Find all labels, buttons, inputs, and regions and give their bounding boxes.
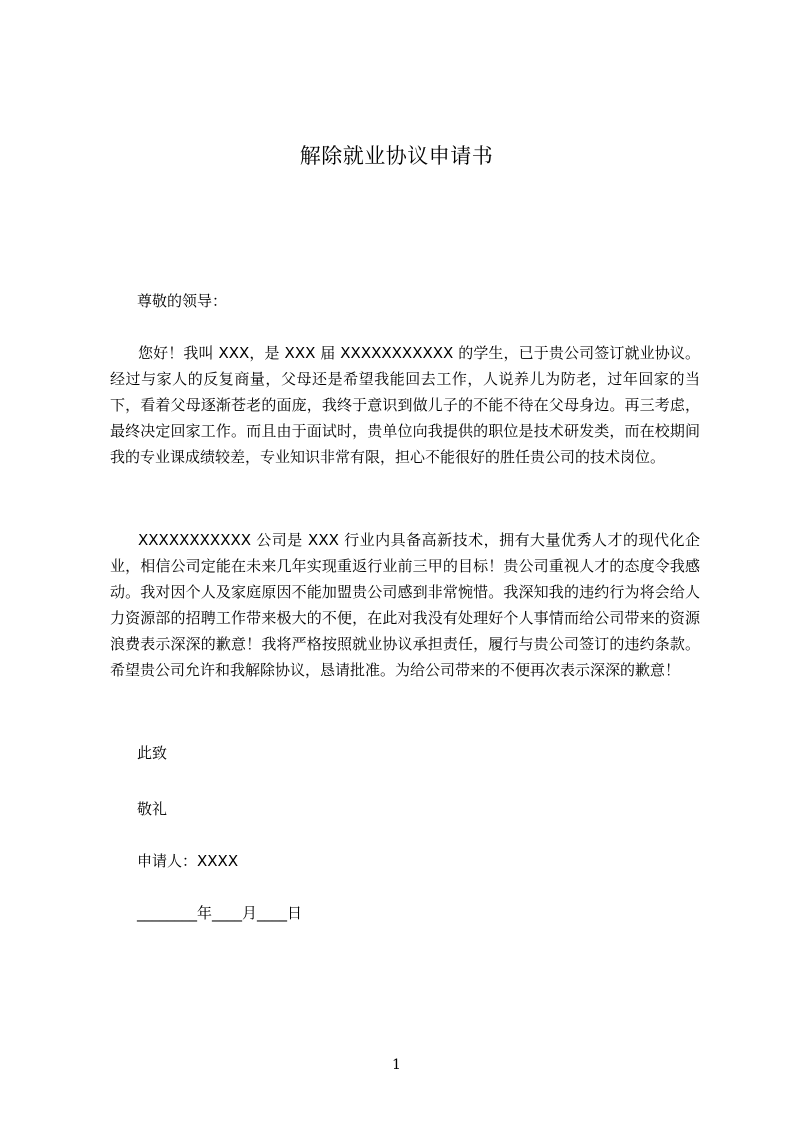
page-number: 1 (392, 1057, 401, 1073)
body-paragraph-2: XXXXXXXXXXX 公司是 XXX 行业内具备高新技术，拥有大量优秀人才的现代化企业，相信公司定能在未来几年实现重返行业前三甲的目标！贵公司重视人才的态度令我感动。我对因个人及家庭原因不能加盟贵公司感到非常惋惜。我深知我的违约行为将会给人力资源部的招聘工作带来极大的不便，在此对我没有处理好个人事情而给公司带来的资源浪费表示深深的歉意！我将严格按照就业协议承担责任，履行与贵公司签订的违约条款。希望贵公司允许和我解除协议，恳请批准。为给公司带来的不便再次表示深深的歉意！ (110, 531, 700, 679)
salutation: 尊敬的领导： (137, 292, 228, 310)
date-line: ________年____月____日 (137, 904, 303, 922)
document-title: 解除就业协议申请书 (299, 144, 494, 168)
closing-line: 此致 (137, 744, 168, 762)
body-paragraph-1: 您好！我叫 XXX，是 XXX 届 XXXXXXXXXXX 的学生，已于贵公司签订就业协议。经过与家人的反复商量，父母还是希望我能回去工作，人说养儿为防老，过年回家的当下，看着父母逐渐苍老的面庞，我终于意识到做儿子的不能不待在父母身边。再三考虑，最终决定回家工作。而且由于面试时，贵单位向我提供的职位是技术研发类，而在校期间我的专业课成绩较差，专业知识非常有限，担心不能很好的胜任贵公司的技术岗位。 (110, 344, 700, 466)
respect-line: 敬礼 (137, 800, 168, 818)
applicant-line: 申请人：XXXX (137, 852, 239, 870)
